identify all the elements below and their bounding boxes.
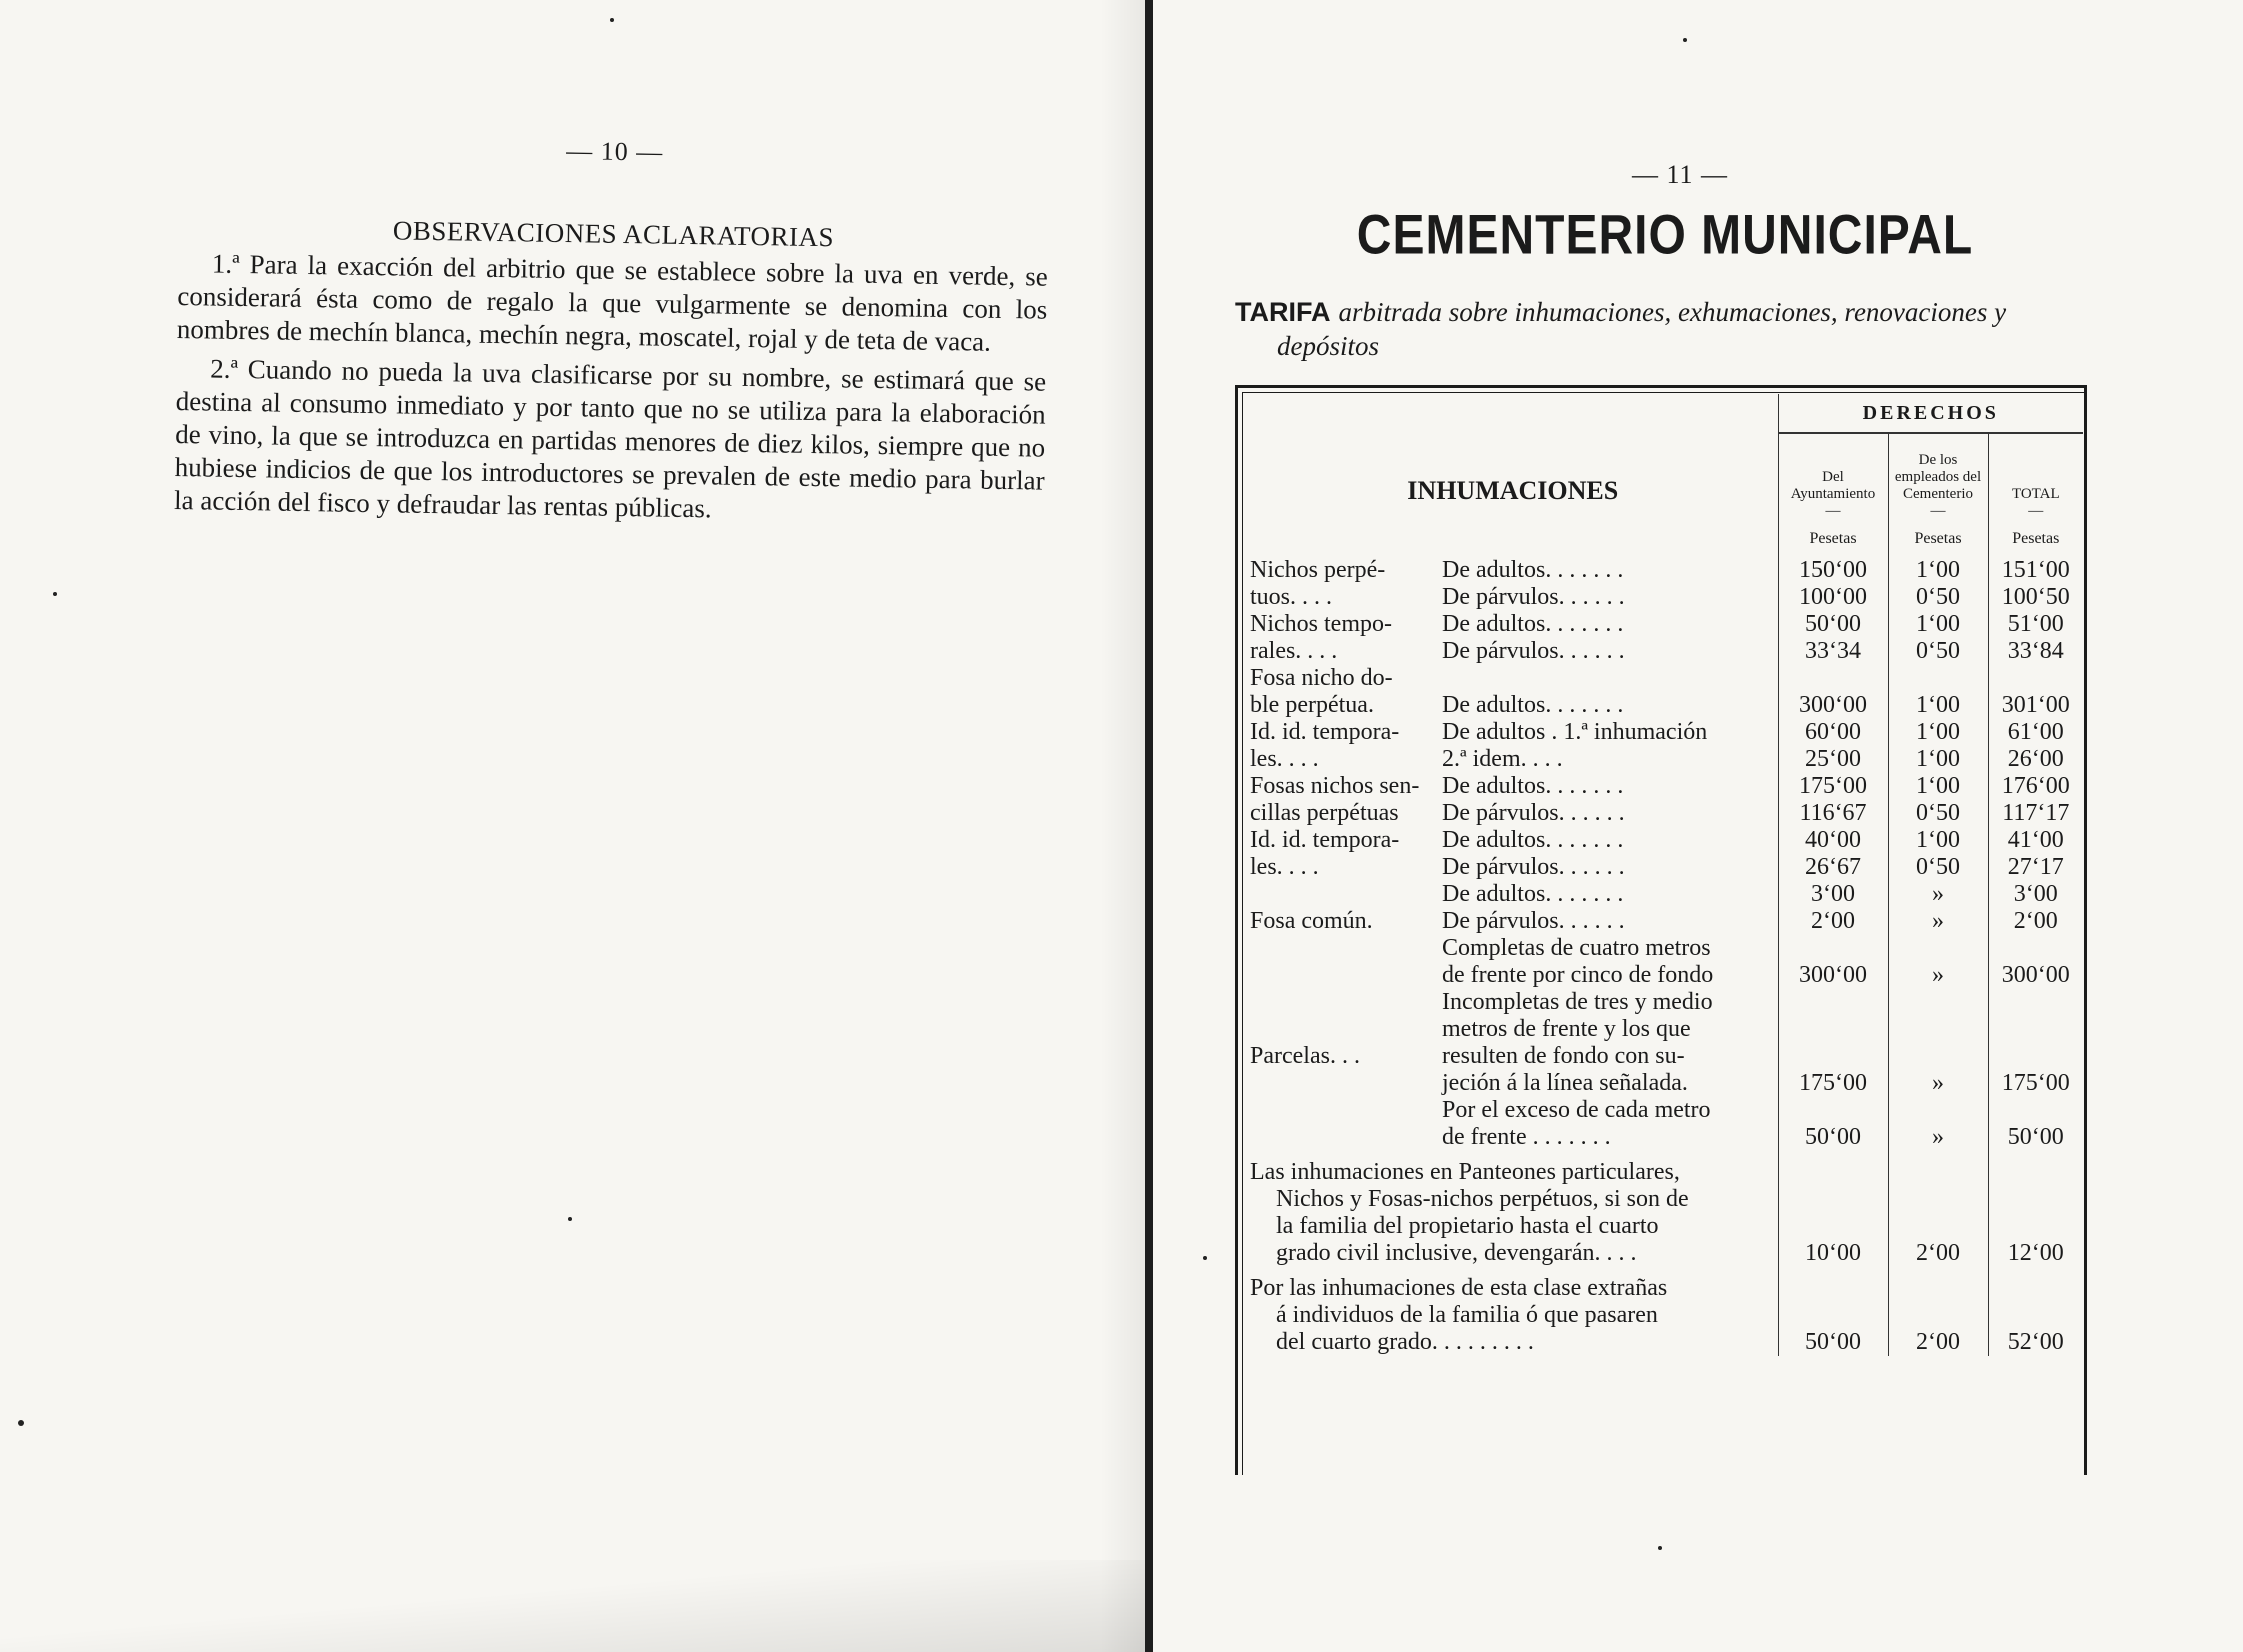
amount-ayuntamiento: 175‘00 (1778, 773, 1888, 800)
row-subcategory: Completas de cuatro metros (1442, 935, 1711, 961)
amount-ayuntamiento: 60‘00 (1778, 719, 1888, 746)
amount-total (1988, 1267, 2083, 1302)
amount-ayuntamiento (1778, 935, 1888, 962)
row-subcategory: De adultos. . . . . . . (1442, 557, 1624, 583)
amount-ayuntamiento: 25‘00 (1778, 746, 1888, 773)
amount-total: 100‘50 (1988, 584, 2083, 611)
row-subcategory (1438, 665, 1778, 692)
row-category: Parcelas. . . (1250, 1043, 1360, 1069)
tarifa-label: TARIFA (1235, 297, 1331, 327)
table-row (1248, 692, 2083, 719)
amount-empleados (1888, 665, 1988, 692)
row-text: grado civil inclusive, devengarán. . . . (1276, 1240, 1637, 1266)
table-row (1248, 800, 2083, 827)
amount-total: 117‘17 (1988, 800, 2083, 827)
row-category (1248, 1070, 1438, 1097)
section-heading: INHUMACIONES (1407, 476, 1619, 505)
ink-speck (18, 1420, 24, 1426)
amount-empleados: 1‘00 (1888, 827, 1988, 854)
ink-speck (1658, 1546, 1662, 1550)
amount-empleados: 1‘00 (1888, 719, 1988, 746)
table-row (1248, 827, 2083, 854)
column-header-total (1988, 433, 2083, 547)
row-category (1248, 1124, 1438, 1151)
amount-ayuntamiento (1778, 1302, 1888, 1329)
row-subcategory: 2.ª idem. . . . (1442, 746, 1563, 772)
row-subcategory: de frente por cinco de fondo (1442, 962, 1714, 988)
row-subcategory: De párvulos. . . . . . (1442, 908, 1625, 934)
tarifa-description: arbitrada sobre inhumaciones, exhumaciones, renovaciones y (1338, 297, 2007, 327)
table-row (1248, 1329, 2083, 1356)
ink-speck (568, 1217, 572, 1221)
table-subheader-row (1248, 433, 2083, 547)
amount-total (1988, 1097, 2083, 1124)
table-row (1248, 1186, 2083, 1213)
table-row (1248, 773, 2083, 800)
amount-empleados (1888, 1016, 1988, 1043)
amount-total (1988, 1213, 2083, 1240)
table-row (1248, 1016, 2083, 1043)
row-category: cillas perpétuas (1250, 800, 1399, 826)
observation-paragraph-1: 1.ª Para la exacción del arbitrio que se establece sobre la uva en verde, se considerará ésta como de regalo la que vulgarmente se denomina con los nombres de mechín blanca, mechín negra, moscatel, rojal y de teta de vaca. (176, 248, 1049, 357)
column-unit: Pesetas (2012, 530, 2060, 547)
table-row (1248, 611, 2083, 638)
row-text: Por las inhumaciones de esta clase extrañas (1250, 1275, 1668, 1301)
amount-total: 2‘00 (1988, 908, 2083, 935)
table-header-row (1248, 394, 2083, 433)
table-row (1248, 962, 2083, 989)
amount-empleados: » (1888, 962, 1988, 989)
amount-ayuntamiento: 2‘00 (1778, 908, 1888, 935)
table-row (1248, 1097, 2083, 1124)
table-row (1248, 547, 2083, 584)
amount-empleados (1888, 935, 1988, 962)
column-dash: — (1930, 503, 1946, 519)
amount-ayuntamiento: 175‘00 (1778, 1070, 1888, 1097)
row-subcategory: De adultos. . . . . . . (1442, 773, 1624, 799)
amount-ayuntamiento: 26‘67 (1778, 854, 1888, 881)
amount-total: 176‘00 (1988, 773, 2083, 800)
row-category: tuos. . . . (1250, 584, 1333, 610)
table-row (1248, 935, 2083, 962)
page-edge-shadow (0, 1560, 1145, 1652)
amount-ayuntamiento (1778, 1186, 1888, 1213)
amount-ayuntamiento: 40‘00 (1778, 827, 1888, 854)
row-category: Fosa nicho do- (1250, 665, 1393, 691)
amount-total: 51‘00 (1988, 611, 2083, 638)
amount-empleados (1888, 1151, 1988, 1186)
amount-total (1988, 665, 2083, 692)
row-subcategory: De párvulos. . . . . . (1442, 800, 1625, 826)
table-row (1248, 1124, 2083, 1151)
amount-empleados (1888, 1213, 1988, 1240)
row-text: del cuarto grado. . . . . . . . . (1276, 1329, 1534, 1355)
table-row (1248, 746, 2083, 773)
column-label: Del Ayuntamiento (1790, 469, 1876, 502)
amount-empleados: 1‘00 (1888, 692, 1988, 719)
amount-empleados (1888, 1302, 1988, 1329)
row-text: la familia del propietario hasta el cuarto (1276, 1213, 1659, 1239)
amount-total: 300‘00 (1988, 962, 2083, 989)
page-title: CEMENTERIO MUNICIPAL (1356, 205, 1974, 266)
row-subcategory: De adultos. . . . . . . (1442, 692, 1624, 718)
amount-empleados: 1‘00 (1888, 611, 1988, 638)
row-subcategory: resulten de fondo con su- (1442, 1043, 1685, 1069)
column-dash: — (2028, 503, 2044, 519)
row-subcategory: Por el exceso de cada metro (1442, 1097, 1711, 1123)
amount-empleados: » (1888, 908, 1988, 935)
row-category (1248, 1016, 1438, 1043)
row-category: Nichos perpé- (1250, 557, 1386, 583)
row-category (1248, 881, 1438, 908)
table-row (1248, 1151, 2083, 1186)
table-row (1248, 1302, 2083, 1329)
table-row (1248, 854, 2083, 881)
amount-ayuntamiento (1778, 665, 1888, 692)
ink-speck (53, 592, 57, 596)
derechos-heading: DERECHOS (1778, 394, 2083, 433)
page-number: — 11 — (1631, 160, 1729, 189)
row-category (1248, 1097, 1438, 1124)
column-unit: Pesetas (1809, 530, 1857, 547)
row-category: Fosas nichos sen- (1250, 773, 1420, 799)
amount-total: 50‘00 (1988, 1124, 2083, 1151)
amount-empleados: 1‘00 (1888, 746, 1988, 773)
amount-total: 27‘17 (1988, 854, 2083, 881)
row-category: rales. . . . (1250, 638, 1338, 664)
amount-ayuntamiento: 50‘00 (1778, 1124, 1888, 1151)
amount-empleados: 0‘50 (1888, 638, 1988, 665)
amount-total (1988, 1302, 2083, 1329)
column-header-ayuntamiento (1778, 433, 1888, 547)
amount-total (1988, 1016, 2083, 1043)
row-category: Id. id. tempora- (1250, 827, 1400, 853)
row-text: Las inhumaciones en Panteones particulares, (1250, 1159, 1680, 1185)
tarifa-description-2: depósitos (1277, 331, 1380, 361)
amount-ayuntamiento: 300‘00 (1778, 692, 1888, 719)
table-row (1248, 638, 2083, 665)
book-gutter (1145, 0, 1153, 1652)
amount-empleados: » (1888, 881, 1988, 908)
right-page (1235, 160, 2095, 1475)
row-subcategory: Incompletas de tres y medio (1442, 989, 1713, 1015)
amount-ayuntamiento: 33‘34 (1778, 638, 1888, 665)
column-label: TOTAL (2011, 486, 2060, 502)
column-unit: Pesetas (1914, 530, 1962, 547)
table-row (1248, 908, 2083, 935)
amount-ayuntamiento (1778, 1267, 1888, 1302)
row-subcategory: De párvulos. . . . . . (1442, 854, 1625, 880)
amount-ayuntamiento: 300‘00 (1778, 962, 1888, 989)
observation-paragraph-2: 2.ª Cuando no pueda la uva clasificarse por su nombre, se estimará que se destina al consumo inmediato y por tanto que no se utiliza para la elaboración de vino, la que se introduzca en partidas menores de diez kilos, siempre que no hubiese indicios de que los introductores se prevalen de este medio para burlar la acción del fisco y defraudar las rentas públicas. (173, 353, 1047, 524)
amount-total (1988, 1151, 2083, 1186)
row-subcategory: De adultos. . . . . . . (1442, 827, 1624, 853)
row-subcategory: De párvulos. . . . . . (1442, 584, 1625, 610)
gutter-shadow (1100, 0, 1145, 1652)
page-number: — 10 — (565, 136, 664, 167)
amount-ayuntamiento (1778, 1097, 1888, 1124)
table-row (1248, 1267, 2083, 1302)
amount-total: 175‘00 (1988, 1070, 2083, 1097)
ink-speck (1203, 1256, 1207, 1260)
row-category: Fosa común. (1250, 908, 1373, 934)
amount-empleados (1888, 1186, 1988, 1213)
amount-empleados: 2‘00 (1888, 1329, 1988, 1356)
row-subcategory: De párvulos. . . . . . (1442, 638, 1625, 664)
row-category (1248, 935, 1438, 962)
amount-total: 26‘00 (1988, 746, 2083, 773)
row-category: Id. id. tempora- (1250, 719, 1400, 745)
amount-ayuntamiento (1778, 1213, 1888, 1240)
row-category: les. . . . (1250, 746, 1319, 772)
left-page (174, 130, 1050, 531)
table-row (1248, 1213, 2083, 1240)
row-subcategory: metros de frente y los que (1442, 1016, 1691, 1042)
amount-empleados (1888, 1267, 1988, 1302)
amount-total (1988, 1186, 2083, 1213)
amount-empleados: 1‘00 (1888, 547, 1988, 584)
table-row (1248, 989, 2083, 1016)
amount-ayuntamiento: 50‘00 (1778, 611, 1888, 638)
row-subcategory: De adultos. . . . . . . (1442, 881, 1624, 907)
amount-total: 301‘00 (1988, 692, 2083, 719)
amount-total: 33‘84 (1988, 638, 2083, 665)
tarifa-heading (1235, 295, 2095, 363)
table-row (1248, 1240, 2083, 1267)
row-subcategory: de frente . . . . . . . (1442, 1124, 1611, 1150)
amount-total: 52‘00 (1988, 1329, 2083, 1356)
row-subcategory: De adultos. . . . . . . (1442, 611, 1624, 637)
table-row (1248, 719, 2083, 746)
amount-ayuntamiento: 10‘00 (1778, 1240, 1888, 1267)
amount-ayuntamiento (1778, 1151, 1888, 1186)
amount-total: 41‘00 (1988, 827, 2083, 854)
row-text: á individuos de la familia ó que pasaren (1276, 1302, 1658, 1328)
ink-speck (610, 18, 614, 22)
amount-empleados: 0‘50 (1888, 800, 1988, 827)
amount-empleados (1888, 989, 1988, 1016)
amount-ayuntamiento: 3‘00 (1778, 881, 1888, 908)
amount-empleados: » (1888, 1070, 1988, 1097)
ink-speck (1683, 38, 1687, 42)
amount-total: 61‘00 (1988, 719, 2083, 746)
row-subcategory: De adultos . 1.ª inhumación (1442, 719, 1708, 745)
amount-total (1988, 935, 2083, 962)
column-label: De los empleados del Cementerio (1894, 452, 1982, 502)
amount-ayuntamiento (1778, 989, 1888, 1016)
amount-ayuntamiento: 150‘00 (1778, 547, 1888, 584)
row-category: les. . . . (1250, 854, 1319, 880)
amount-empleados: 0‘50 (1888, 854, 1988, 881)
table-row (1248, 584, 2083, 611)
row-subcategory: jeción á la línea señalada. (1442, 1070, 1688, 1096)
table-row (1248, 665, 2083, 692)
amount-ayuntamiento: 50‘00 (1778, 1329, 1888, 1356)
row-text: Nichos y Fosas-nichos perpétuos, si son de (1276, 1186, 1689, 1212)
column-header-empleados (1888, 433, 1988, 547)
amount-ayuntamiento (1778, 1043, 1888, 1070)
amount-ayuntamiento: 100‘00 (1778, 584, 1888, 611)
amount-empleados: » (1888, 1124, 1988, 1151)
amount-empleados: 2‘00 (1888, 1240, 1988, 1267)
amount-total (1988, 989, 2083, 1016)
table-row (1248, 1043, 2083, 1070)
amount-empleados (1888, 1097, 1988, 1124)
amount-total (1988, 1043, 2083, 1070)
amount-total: 12‘00 (1988, 1240, 2083, 1267)
amount-empleados: 0‘50 (1888, 584, 1988, 611)
table-row (1248, 881, 2083, 908)
table-row (1248, 1070, 2083, 1097)
amount-total: 3‘00 (1988, 881, 2083, 908)
tariff-table-frame (1235, 385, 2087, 1475)
amount-total: 151‘00 (1988, 547, 2083, 584)
row-category (1248, 989, 1438, 1016)
amount-empleados: 1‘00 (1888, 773, 1988, 800)
column-dash: — (1825, 503, 1841, 519)
row-category: ble perpétua. (1250, 692, 1374, 718)
tariff-table (1248, 394, 2083, 1356)
row-category (1248, 962, 1438, 989)
row-category: Nichos tempo- (1250, 611, 1392, 637)
amount-ayuntamiento (1778, 1016, 1888, 1043)
amount-ayuntamiento: 116‘67 (1778, 800, 1888, 827)
observations-title: OBSERVACIONES ACLARATORIAS (392, 215, 835, 253)
amount-empleados (1888, 1043, 1988, 1070)
